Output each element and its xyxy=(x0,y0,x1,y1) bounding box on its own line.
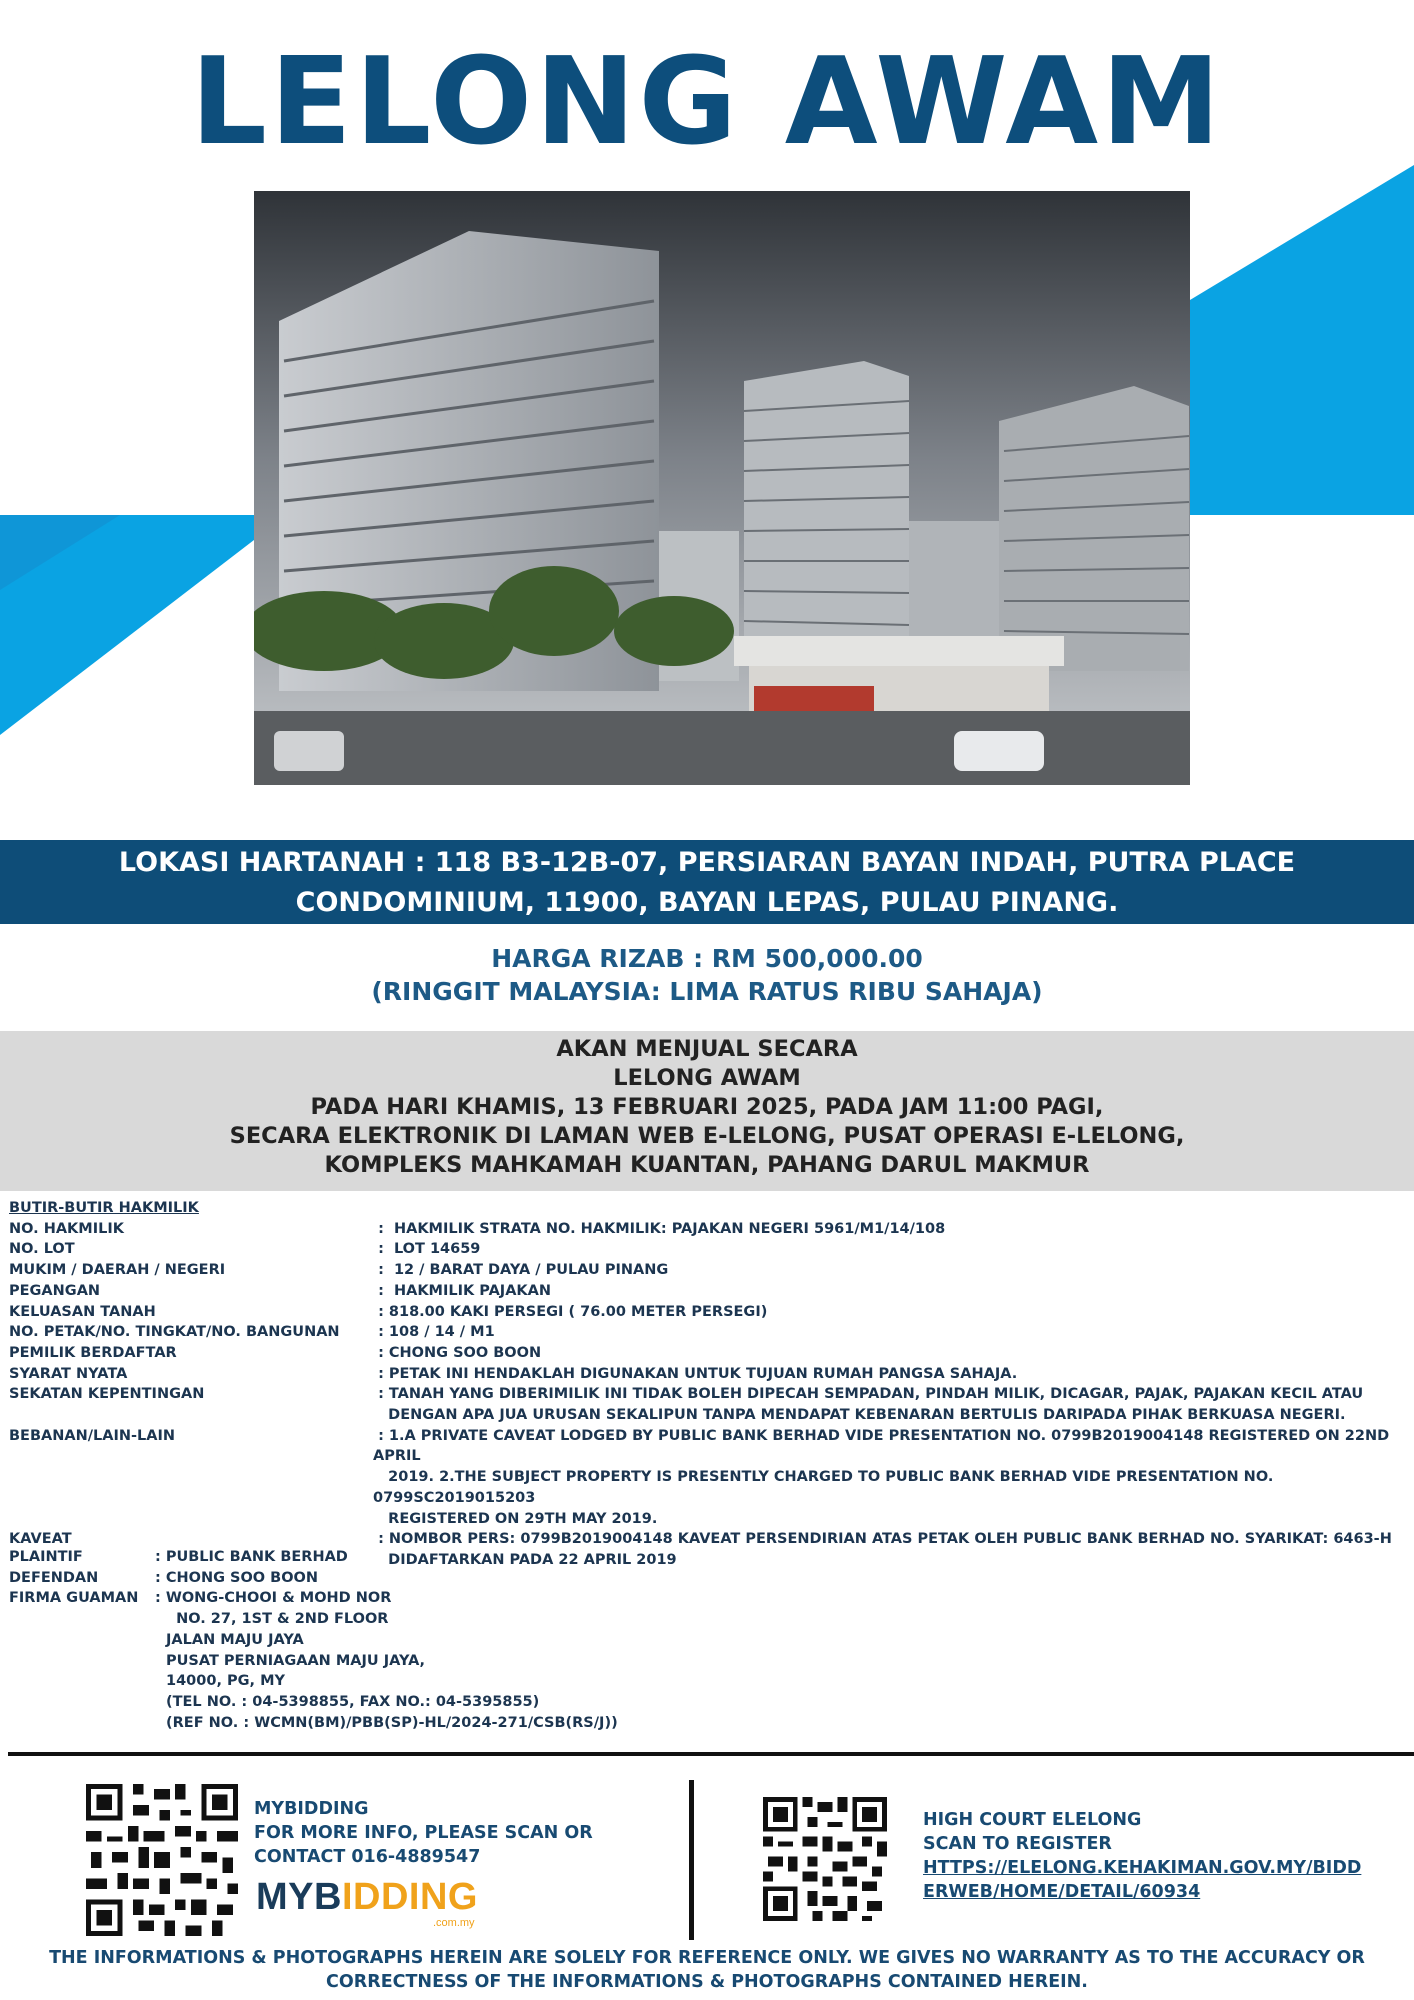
footer-divider xyxy=(8,1752,1414,1756)
detail-row: PEMILIK BERDAFTAR : CHONG SOO BOON xyxy=(9,1344,542,1361)
mybidding-logo: MYBIDDING xyxy=(256,1876,478,1918)
reserve-price-amount: HARGA RIZAB : RM 500,000.00 xyxy=(491,944,923,973)
law-firm-address: NO. 27, 1ST & 2ND FLOOR JALAN MAJU JAYA PUSAT PERNIAGAAN MAJU JAYA, 14000, PG, MY (TEL NO. : 04-5398855, FAX NO.: 04-5395855) (REF NO. : WCMN(BM)/PBB(SP)-HL/2024-271/CSB(RS/J)) xyxy=(166,1611,618,1731)
property-photo xyxy=(254,191,1190,785)
detail-row: SYARAT NYATA : PETAK INI HENDAKLAH DIGUNAKAN UNTUK TUJUAN RUMAH PANGSA SAHAJA. xyxy=(9,1365,1018,1382)
elelong-link-part-1[interactable]: HTTPS://ELELONG.KEHAKIMAN.GOV.MY/BIDD xyxy=(923,1858,1362,1878)
auction-line-3: PADA HARI KHAMIS, 13 FEBRUARI 2025, PADA JAM 11:00 PAGI, xyxy=(310,1094,1104,1120)
reserve-price-words: (RINGGIT MALAYSIA: LIMA RATUS RIBU SAHAJA) xyxy=(371,977,1043,1006)
mybidding-qr-code[interactable] xyxy=(86,1784,238,1936)
plaintiff-row: PLAINTIF : PUBLIC BANK BERHAD xyxy=(9,1549,348,1565)
detail-row: PEGANGAN : HAKMILIK PAJAKAN xyxy=(9,1282,552,1299)
detail-row: NO. PETAK/NO. TINGKAT/NO. BANGUNAN : 108 / 14 / M1 xyxy=(9,1324,495,1341)
page-title: LELONG AWAM xyxy=(190,33,1224,172)
detail-row: KELUASAN TANAH : 818.00 KAKI PERSEGI ( 76.00 METER PERSEGI) xyxy=(9,1303,768,1320)
law-firm-row: FIRMA GUAMAN : WONG-CHOOI & MOHD NOR xyxy=(9,1590,392,1607)
disclaimer: THE INFORMATIONS & PHOTOGRAPHS HEREIN ARE SOLELY FOR REFERENCE ONLY. WE GIVES NO WARRANTY AS TO THE ACCURACY OR CORRECTNESS OF THE INFORMATIONS & PHOTOGRAPHS CONTAINED HEREIN. xyxy=(49,1948,1365,1992)
location-line-2: CONDOMINIUM, 11900, BAYAN LEPAS, PULAU PINANG. xyxy=(295,887,1119,918)
parties-section xyxy=(9,1547,618,1733)
footer-vertical-divider xyxy=(689,1780,694,1940)
detail-row: NO. LOT : LOT 14659 xyxy=(9,1241,481,1258)
auction-line-5: KOMPLEKS MAHKAMAH KUANTAN, PAHANG DARUL MAKMUR xyxy=(324,1152,1090,1178)
auction-details-box xyxy=(0,1031,1414,1191)
reserve-price xyxy=(0,942,1414,1008)
detail-row: KAVEAT : NOMBOR PERS: 0799B2019004148 KAVEAT PERSENDIRIAN ATAS PETAK OLEH PUBLIC BANK BERHAD NO. SYARIKAT: 6463-H DIDAFTARKAN PADA 22 APRIL 2019 xyxy=(9,1531,1392,1568)
detail-row: BEBANAN/LAIN-LAIN : 1.A PRIVATE CAVEAT LODGED BY PUBLIC BANK BERHAD VIDE PRESENTATION NO. 0799B2019004148 REGISTERED ON 22ND APRIL 2019. 2.THE SUBJECT PROPERTY IS PRESENTLY CHARGED TO PUBLIC BANK BERHAD VIDE PRESENTATION NO. 0799SC2019015203 REGISTERED ON 29TH MAY 2019. xyxy=(9,1427,1390,1527)
detail-row: MUKIM / DAERAH / NEGERI : 12 / BARAT DAYA / PULAU PINANG xyxy=(9,1262,669,1279)
location-line-1: LOKASI HARTANAH : 118 B3-12B-07, PERSIARAN BAYAN INDAH, PUTRA PLACE xyxy=(118,847,1296,878)
mybidding-logo-domain: .com.my xyxy=(433,1917,475,1929)
detail-row: NO. HAKMILIK : HAKMILIK STRATA NO. HAKMILIK: PAJAKAN NEGERI 5961/M1/14/108 xyxy=(9,1220,946,1237)
highcourt-elelong-text: HIGH COURT ELELONG SCAN TO REGISTER HTTPS://ELELONG.KEHAKIMAN.GOV.MY/BIDD ERWEB/HOME/DETAIL/60934 xyxy=(923,1810,1362,1902)
elelong-link-part-2[interactable]: ERWEB/HOME/DETAIL/60934 xyxy=(923,1882,1201,1902)
auction-line-2: LELONG AWAM xyxy=(613,1065,801,1091)
mybidding-contact-text: MYBIDDING FOR MORE INFO, PLEASE SCAN OR CONTACT 016-4889547 xyxy=(254,1799,593,1867)
highcourt-qr-code[interactable] xyxy=(763,1797,887,1921)
property-location-bar xyxy=(0,840,1414,924)
building-illustration xyxy=(254,191,1190,785)
detail-row: SEKATAN KEPENTINGAN : TANAH YANG DIBERIMILIK INI TIDAK BOLEH DIPECAH SEMPADAN, PINDAH MILIK, DICAGAR, PAJAK, PAJAKAN KECIL ATAU DENGAN APA JUA URUSAN SEKALIPUN TANPA MENDAPAT KEBENARAN BERTULIS DARIPADA PIHAK BERKUASA NEGERI. xyxy=(9,1386,1364,1424)
auction-line-4: SECARA ELEKTRONIK DI LAMAN WEB E-LELONG, PUSAT OPERASI E-LELONG, xyxy=(229,1123,1185,1149)
title-details xyxy=(9,1198,1409,1571)
defendant-row: DEFENDAN : CHONG SOO BOON xyxy=(9,1569,319,1586)
auction-line-1: AKAN MENJUAL SECARA xyxy=(556,1036,858,1062)
title-details-heading: BUTIR-BUTIR HAKMILIK xyxy=(9,1200,199,1216)
